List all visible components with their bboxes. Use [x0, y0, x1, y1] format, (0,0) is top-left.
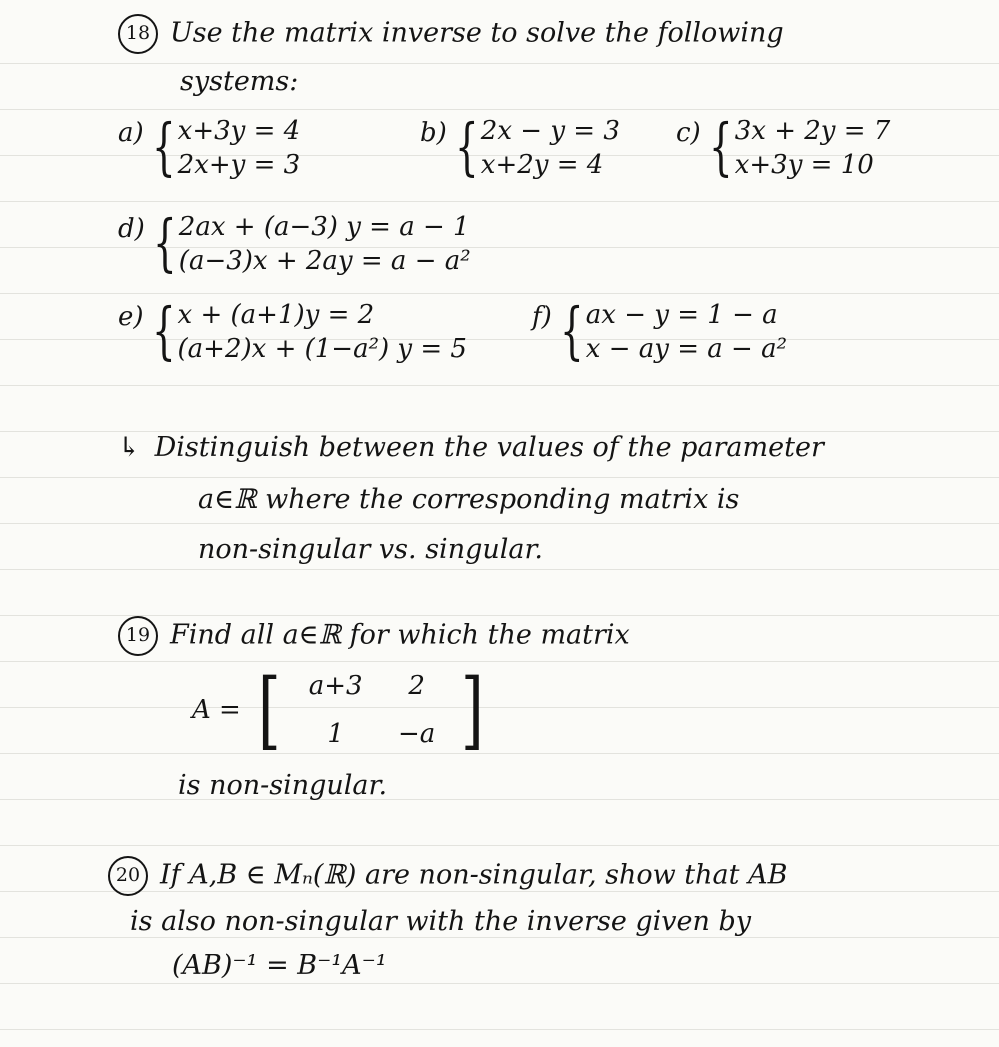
right-bracket-icon: ]	[460, 661, 484, 759]
brace-icon: {	[152, 206, 177, 279]
problem-18-prompt-line1	[118, 14, 784, 54]
equation: x + (a+1)y = 2	[177, 300, 375, 330]
problem-18-prompt-line2: systems:	[180, 66, 299, 97]
problem-19-number: 19	[118, 616, 158, 656]
problem-19-suffix: is non-singular.	[178, 770, 388, 801]
left-bracket-icon: [	[257, 661, 281, 759]
equation: 3x + 2y = 7	[734, 116, 891, 146]
problem-18-note-line1	[118, 432, 824, 463]
system-e	[118, 294, 467, 367]
system-label: c)	[676, 118, 701, 148]
system-a	[118, 110, 301, 183]
equation: (a+2)x + (1−a²) y = 5	[177, 334, 467, 364]
matrix-entries	[286, 671, 456, 749]
system-d	[118, 206, 471, 279]
system-c	[676, 110, 891, 183]
equation: x+3y = 4	[177, 116, 301, 146]
equation: ax − y = 1 − a	[585, 300, 778, 330]
equation: x+2y = 4	[480, 150, 604, 180]
matrix-entry: 1	[327, 719, 344, 749]
problem-19-text: Find all a∈ℝ for which the matrix	[170, 619, 630, 651]
matrix-entry: 2	[408, 671, 425, 701]
equation: x − ay = a − a²	[585, 334, 788, 364]
system-label: d)	[118, 214, 145, 244]
system-label: a)	[118, 118, 144, 148]
brace-icon: {	[151, 110, 176, 183]
brace-icon: {	[559, 294, 584, 367]
problem-18-note-line3: non-singular vs. singular.	[198, 534, 544, 565]
problem-20-line1	[108, 856, 787, 896]
equation: (a−3)x + 2ay = a − a²	[178, 246, 471, 276]
brace-icon: {	[151, 294, 176, 367]
system-f	[532, 294, 788, 367]
problem-18-text: Use the matrix inverse to solve the following	[170, 17, 784, 49]
brace-icon: {	[454, 110, 479, 183]
equation: 2x − y = 3	[480, 116, 620, 146]
problem-18-number: 18	[118, 14, 158, 54]
system-b	[420, 110, 620, 183]
equation: 2ax + (a−3) y = a − 1	[178, 212, 470, 242]
system-label: b)	[420, 118, 447, 148]
matrix-A	[192, 661, 488, 759]
matrix-entry: a+3	[308, 671, 363, 701]
arrow-right-icon: ↳	[118, 432, 141, 463]
system-label: f)	[532, 302, 552, 332]
problem-20-line3: (AB)⁻¹ = B⁻¹A⁻¹	[172, 950, 387, 981]
problem-20-text: If A,B ∈ Mₙ(ℝ) are non-singular, show that AB	[160, 859, 788, 891]
problem-20-number: 20	[108, 856, 148, 896]
matrix-label: A =	[192, 695, 241, 725]
problem-19-prompt	[118, 616, 630, 656]
system-label: e)	[118, 302, 144, 332]
problem-20-line2: is also non-singular with the inverse given by	[130, 906, 752, 937]
problem-18-note-line2: a∈ℝ where the corresponding matrix is	[198, 484, 740, 515]
brace-icon: {	[708, 110, 733, 183]
equation: 2x+y = 3	[177, 150, 301, 180]
equation: x+3y = 10	[734, 150, 874, 180]
note-text: Distinguish between the values of the parameter	[154, 432, 824, 463]
matrix-entry: −a	[397, 719, 436, 749]
